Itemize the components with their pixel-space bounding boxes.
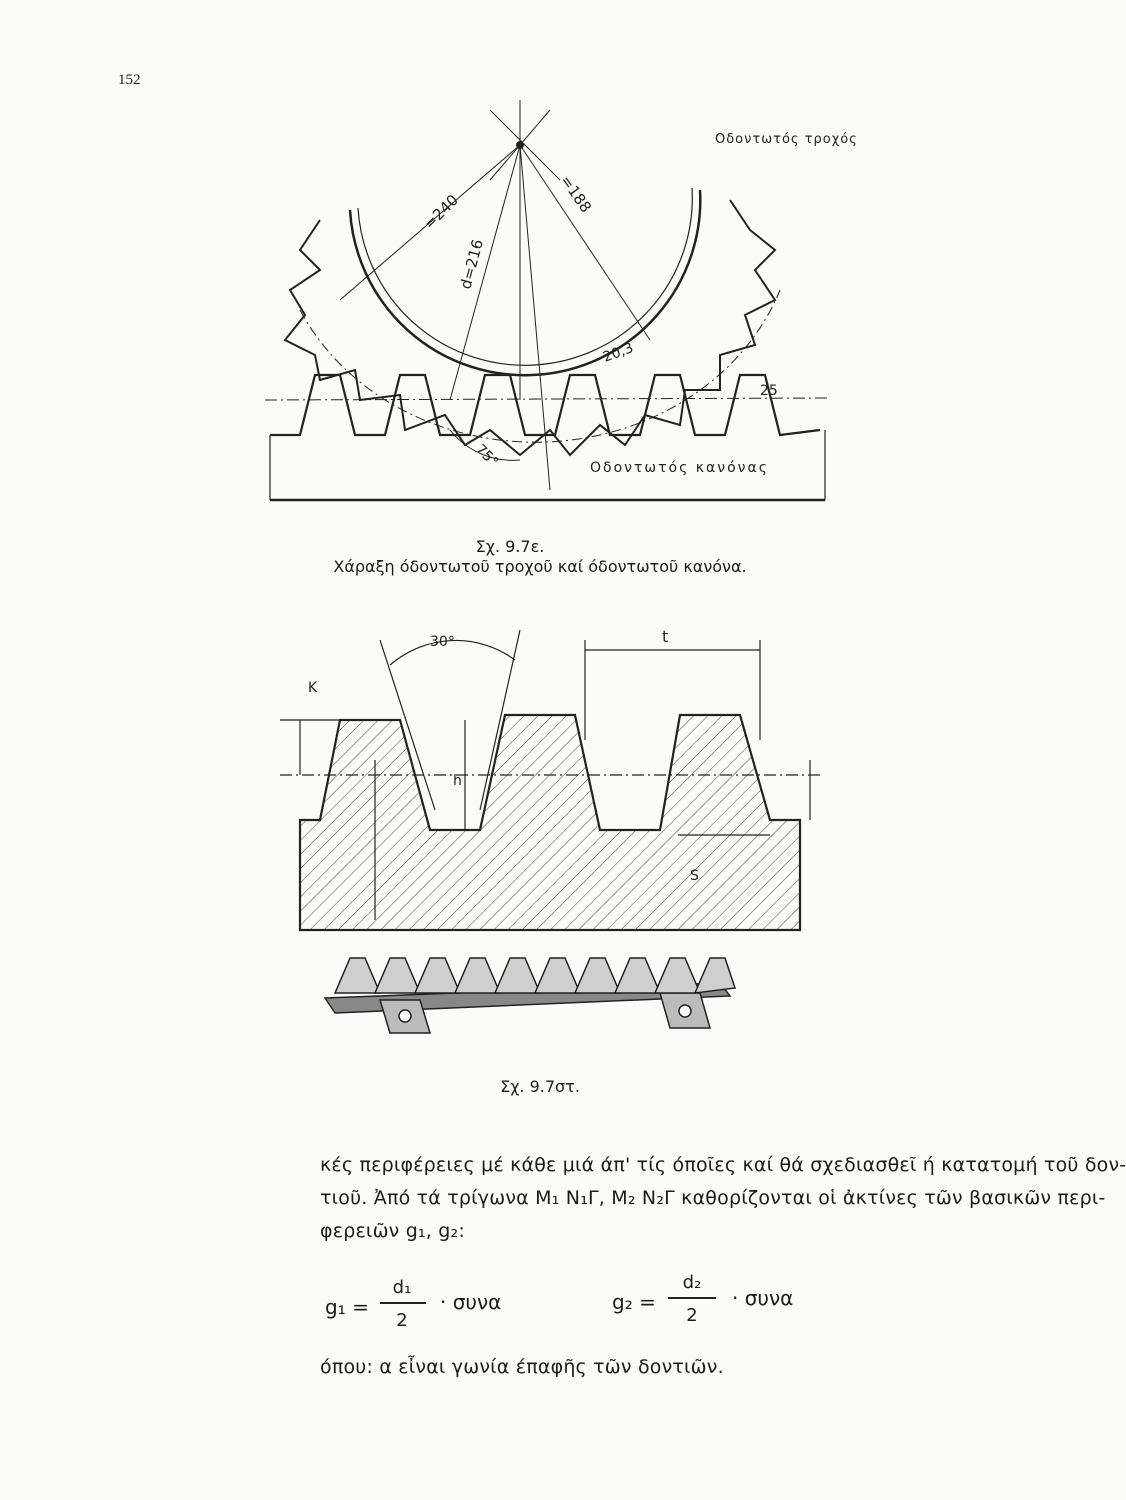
d-label: d=216	[456, 237, 487, 292]
k-label: K	[308, 680, 318, 696]
figure-caption-text: Χάραξη όδοντωτοῦ τροχοῦ καί όδοντωτοῦ κανόνα.	[333, 557, 747, 576]
eq-g2-tail: · συνα	[732, 1286, 794, 1310]
body-line-3: φερειῶν g₁, g₂:	[320, 1220, 465, 1242]
angle-30-label: 30°	[430, 634, 455, 650]
eq-g1-num: d₁	[392, 1277, 412, 1298]
eq-g1-lhs: g₁ =	[325, 1295, 369, 1319]
dim-20-label: 20,3	[600, 340, 636, 366]
eq-g2-bar	[668, 1297, 716, 1299]
body-line-1: κές περιφέρειες μέ κάθε μιά άπ' τίς όποῖες καί θά σχεδιασθεῖ ή κατατομή τοῦ δον-	[320, 1154, 1126, 1176]
figure-caption-number: Σχ. 9.7ε.	[475, 537, 545, 556]
figure2-caption-number: Σχ. 9.7στ.	[500, 1077, 580, 1096]
pitch-label: t	[662, 627, 669, 646]
eq-g1-den: 2	[396, 1310, 408, 1331]
footer-text: όπου: α εἶναι γωνία έπαφῆς τῶν δοντιῶν.	[320, 1356, 724, 1378]
rack-label: Οδοντωτός κανόνας	[590, 460, 769, 476]
eq-g2-num: d₂	[682, 1272, 702, 1293]
gear-label: Οδοντωτός τροχός	[715, 132, 858, 147]
eq-g2-lhs: g₂ =	[612, 1290, 656, 1314]
eq-g2-den: 2	[686, 1305, 698, 1326]
eq-g1-bar	[380, 1302, 426, 1304]
angle-label: 75°	[472, 441, 502, 471]
gear-rack-drawing	[260, 100, 858, 510]
body-line-2: τιοῦ. Ἀπό τά τρίγωνα Μ₁ Ν₁Γ, Μ₂ Ν₂Γ καθορίζονται οἱ ἀκτίνες τῶν βασικῶν περι-	[320, 1187, 1106, 1209]
df-label: =188	[556, 171, 596, 217]
s-label: S	[690, 868, 699, 884]
dk-label: =240	[420, 190, 462, 233]
eq-g1-tail: · συνα	[440, 1290, 502, 1314]
h-label: h	[453, 773, 462, 789]
dim-25-label: 25	[760, 383, 778, 399]
rack-photo	[320, 938, 740, 1038]
rack-profile-drawing	[280, 620, 820, 940]
page-number: 152	[118, 72, 141, 88]
